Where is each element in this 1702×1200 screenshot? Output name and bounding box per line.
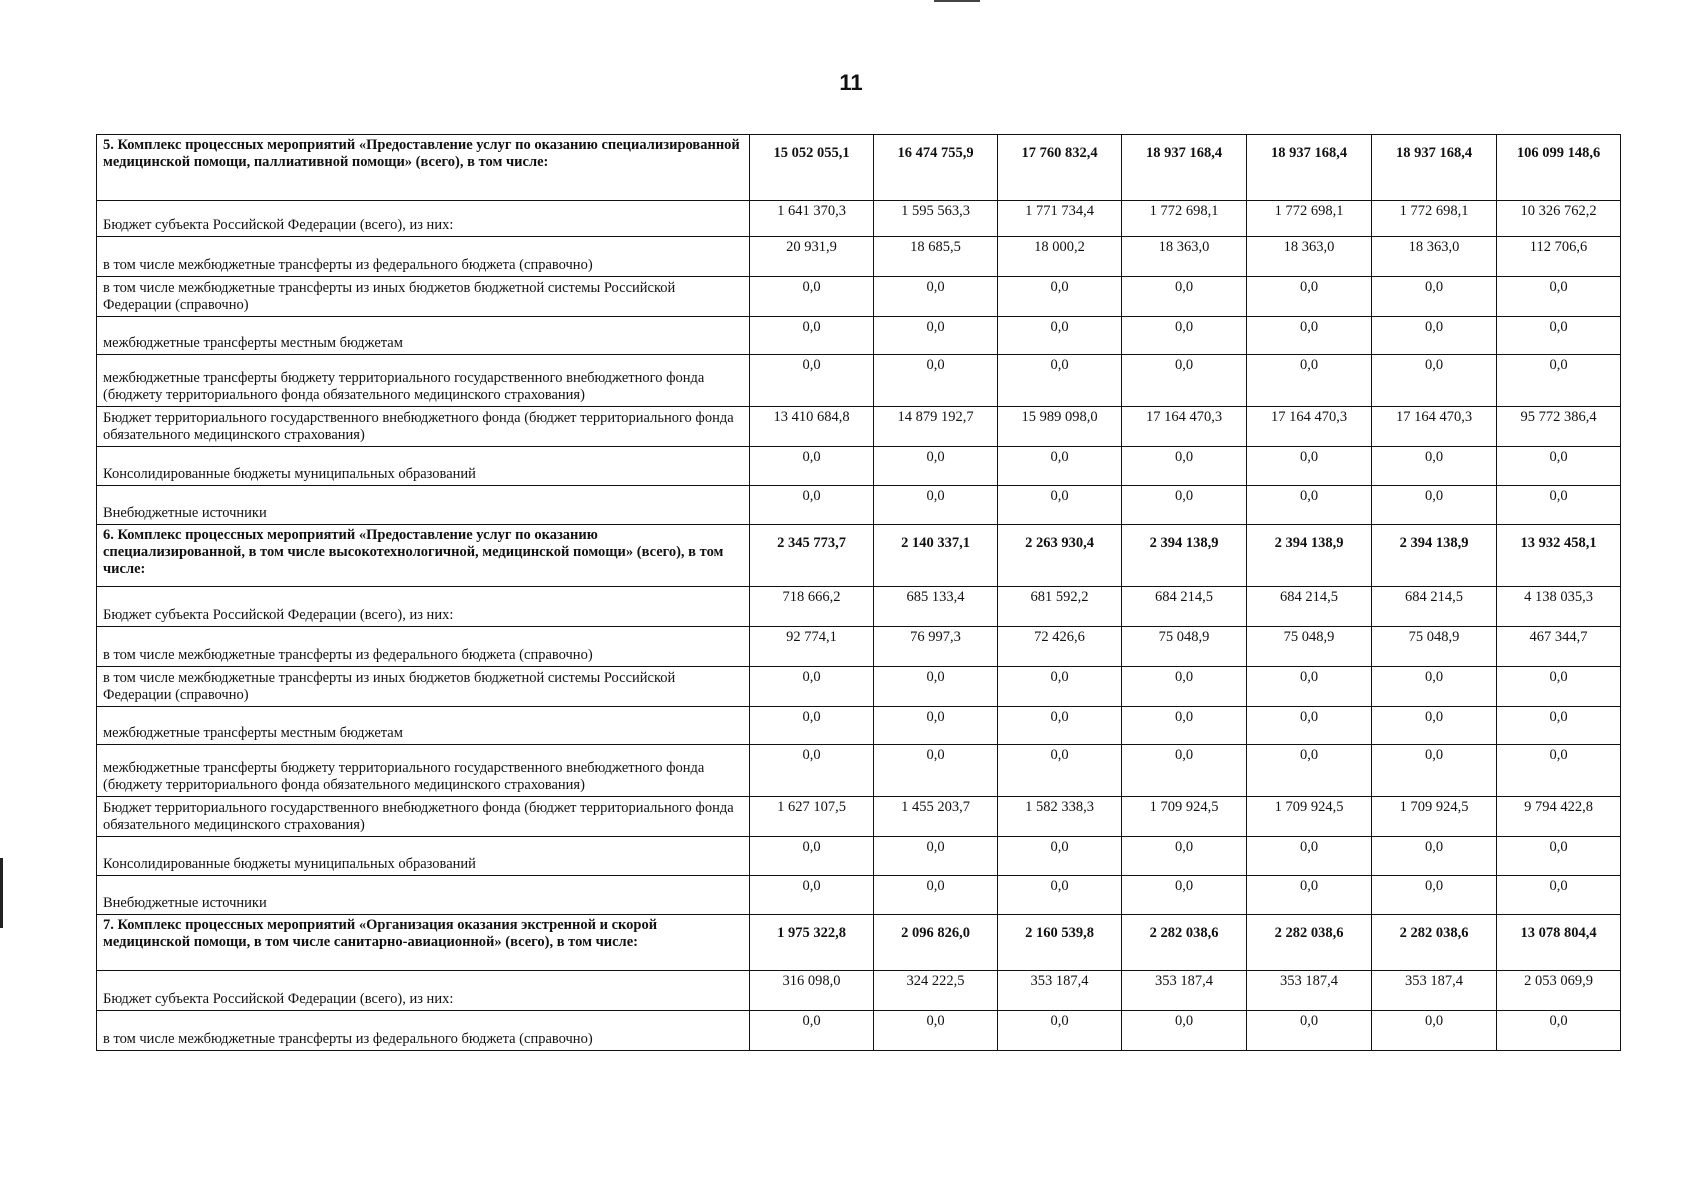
section-total-cell: 16 474 755,9 bbox=[874, 135, 998, 201]
value-cell: 20 931,9 bbox=[750, 237, 874, 277]
value-cell: 0,0 bbox=[750, 837, 874, 876]
value-cell: 0,0 bbox=[1372, 1011, 1497, 1051]
value-cell: 0,0 bbox=[874, 707, 998, 745]
value-cell: 0,0 bbox=[1372, 667, 1497, 707]
value-cell: 0,0 bbox=[1122, 317, 1247, 355]
row-label: межбюджетные трансферты местным бюджетам bbox=[97, 317, 750, 355]
value-cell: 0,0 bbox=[1372, 277, 1497, 317]
value-cell: 0,0 bbox=[998, 745, 1122, 797]
section-total-cell: 2 282 038,6 bbox=[1372, 915, 1497, 971]
value-cell: 18 363,0 bbox=[1247, 237, 1372, 277]
value-cell: 0,0 bbox=[874, 1011, 998, 1051]
value-cell: 75 048,9 bbox=[1247, 627, 1372, 667]
section-total-cell: 2 345 773,7 bbox=[750, 525, 874, 587]
value-cell: 0,0 bbox=[998, 667, 1122, 707]
value-cell: 15 989 098,0 bbox=[998, 407, 1122, 447]
value-cell: 0,0 bbox=[998, 447, 1122, 486]
value-cell: 92 774,1 bbox=[750, 627, 874, 667]
value-cell: 718 666,2 bbox=[750, 587, 874, 627]
value-cell: 0,0 bbox=[1372, 486, 1497, 525]
table-row bbox=[97, 486, 1621, 525]
value-cell: 0,0 bbox=[1372, 355, 1497, 407]
table-row bbox=[97, 317, 1621, 355]
row-label: межбюджетные трансферты бюджету территориального государственного внебюджетного фонда (бюджету территориального фонда обязательного медицинского страхования) bbox=[97, 355, 750, 407]
section-title: 6. Комплекс процессных мероприятий «Предоставление услуг по оказанию специализированной, в том числе высокотехнологичной, медицинской помощи» (всего), в том числе: bbox=[97, 525, 750, 587]
section-total-cell: 18 937 168,4 bbox=[1247, 135, 1372, 201]
value-cell: 0,0 bbox=[874, 837, 998, 876]
value-cell: 684 214,5 bbox=[1372, 587, 1497, 627]
row-label: в том числе межбюджетные трансферты из федерального бюджета (справочно) bbox=[97, 627, 750, 667]
value-cell: 14 879 192,7 bbox=[874, 407, 998, 447]
value-cell: 0,0 bbox=[998, 1011, 1122, 1051]
row-label: Бюджет территориального государственного внебюджетного фонда (бюджет территориального фонда обязательного медицинского страхования) bbox=[97, 407, 750, 447]
value-cell: 112 706,6 bbox=[1497, 237, 1621, 277]
section-header-row bbox=[97, 525, 1621, 587]
value-cell: 1 627 107,5 bbox=[750, 797, 874, 837]
value-cell: 684 214,5 bbox=[1247, 587, 1372, 627]
section-total-cell: 15 052 055,1 bbox=[750, 135, 874, 201]
table-row bbox=[97, 627, 1621, 667]
table-row bbox=[97, 971, 1621, 1011]
value-cell: 0,0 bbox=[998, 707, 1122, 745]
value-cell: 0,0 bbox=[874, 876, 998, 915]
value-cell: 0,0 bbox=[1497, 745, 1621, 797]
value-cell: 75 048,9 bbox=[1372, 627, 1497, 667]
value-cell: 0,0 bbox=[874, 667, 998, 707]
value-cell: 17 164 470,3 bbox=[1122, 407, 1247, 447]
value-cell: 0,0 bbox=[1247, 837, 1372, 876]
value-cell: 0,0 bbox=[1122, 355, 1247, 407]
value-cell: 684 214,5 bbox=[1122, 587, 1247, 627]
table-row bbox=[97, 707, 1621, 745]
row-label: в том числе межбюджетные трансферты из федерального бюджета (справочно) bbox=[97, 1011, 750, 1051]
value-cell: 18 363,0 bbox=[1122, 237, 1247, 277]
table-row bbox=[97, 587, 1621, 627]
value-cell: 1 641 370,3 bbox=[750, 201, 874, 237]
value-cell: 0,0 bbox=[874, 486, 998, 525]
value-cell: 324 222,5 bbox=[874, 971, 998, 1011]
value-cell: 1 709 924,5 bbox=[1122, 797, 1247, 837]
value-cell: 0,0 bbox=[750, 1011, 874, 1051]
value-cell: 1 709 924,5 bbox=[1247, 797, 1372, 837]
value-cell: 316 098,0 bbox=[750, 971, 874, 1011]
section-total-cell: 2 282 038,6 bbox=[1122, 915, 1247, 971]
table-row bbox=[97, 667, 1621, 707]
value-cell: 0,0 bbox=[1497, 1011, 1621, 1051]
table-row bbox=[97, 745, 1621, 797]
section-total-cell: 2 160 539,8 bbox=[998, 915, 1122, 971]
page-number: 11 bbox=[839, 70, 863, 95]
value-cell: 76 997,3 bbox=[874, 627, 998, 667]
budget-table-body bbox=[97, 135, 1621, 1051]
section-total-cell: 2 394 138,9 bbox=[1372, 525, 1497, 587]
value-cell: 0,0 bbox=[1247, 317, 1372, 355]
value-cell: 0,0 bbox=[998, 486, 1122, 525]
value-cell: 0,0 bbox=[1497, 317, 1621, 355]
value-cell: 0,0 bbox=[1372, 837, 1497, 876]
row-label: межбюджетные трансферты местным бюджетам bbox=[97, 707, 750, 745]
value-cell: 9 794 422,8 bbox=[1497, 797, 1621, 837]
row-label: в том числе межбюджетные трансферты из иных бюджетов бюджетной системы Российской Федерации (справочно) bbox=[97, 667, 750, 707]
value-cell: 0,0 bbox=[1497, 837, 1621, 876]
value-cell: 18 685,5 bbox=[874, 237, 998, 277]
table-row bbox=[97, 407, 1621, 447]
value-cell: 1 709 924,5 bbox=[1372, 797, 1497, 837]
value-cell: 1 582 338,3 bbox=[998, 797, 1122, 837]
top-scan-mark bbox=[934, 0, 980, 2]
value-cell: 0,0 bbox=[998, 317, 1122, 355]
value-cell: 0,0 bbox=[874, 355, 998, 407]
row-label: Внебюджетные источники bbox=[97, 486, 750, 525]
value-cell: 0,0 bbox=[874, 317, 998, 355]
value-cell: 0,0 bbox=[1372, 707, 1497, 745]
section-total-cell: 13 078 804,4 bbox=[1497, 915, 1621, 971]
value-cell: 0,0 bbox=[1497, 486, 1621, 525]
binding-mark bbox=[0, 858, 3, 928]
section-header-row bbox=[97, 915, 1621, 971]
value-cell: 0,0 bbox=[1497, 355, 1621, 407]
row-label: Бюджет субъекта Российской Федерации (всего), из них: bbox=[97, 201, 750, 237]
section-total-cell: 2 096 826,0 bbox=[874, 915, 998, 971]
table-row bbox=[97, 876, 1621, 915]
section-total-cell: 18 937 168,4 bbox=[1122, 135, 1247, 201]
value-cell: 0,0 bbox=[1497, 447, 1621, 486]
value-cell: 0,0 bbox=[1122, 707, 1247, 745]
section-total-cell: 18 937 168,4 bbox=[1372, 135, 1497, 201]
value-cell: 72 426,6 bbox=[998, 627, 1122, 667]
value-cell: 0,0 bbox=[1372, 745, 1497, 797]
value-cell: 467 344,7 bbox=[1497, 627, 1621, 667]
value-cell: 0,0 bbox=[1497, 707, 1621, 745]
value-cell: 0,0 bbox=[1122, 837, 1247, 876]
value-cell: 1 772 698,1 bbox=[1247, 201, 1372, 237]
value-cell: 0,0 bbox=[1247, 355, 1372, 407]
value-cell: 1 772 698,1 bbox=[1372, 201, 1497, 237]
value-cell: 0,0 bbox=[750, 355, 874, 407]
value-cell: 4 138 035,3 bbox=[1497, 587, 1621, 627]
value-cell: 0,0 bbox=[750, 447, 874, 486]
section-total-cell: 2 394 138,9 bbox=[1122, 525, 1247, 587]
value-cell: 0,0 bbox=[1122, 277, 1247, 317]
value-cell: 0,0 bbox=[998, 277, 1122, 317]
value-cell: 0,0 bbox=[1497, 667, 1621, 707]
value-cell: 0,0 bbox=[874, 447, 998, 486]
value-cell: 95 772 386,4 bbox=[1497, 407, 1621, 447]
value-cell: 1 771 734,4 bbox=[998, 201, 1122, 237]
value-cell: 0,0 bbox=[1247, 447, 1372, 486]
row-label: Бюджет субъекта Российской Федерации (всего), из них: bbox=[97, 587, 750, 627]
section-total-cell: 2 263 930,4 bbox=[998, 525, 1122, 587]
row-label: Консолидированные бюджеты муниципальных образований bbox=[97, 447, 750, 486]
value-cell: 17 164 470,3 bbox=[1372, 407, 1497, 447]
row-label: Консолидированные бюджеты муниципальных образований bbox=[97, 837, 750, 876]
table-row bbox=[97, 201, 1621, 237]
row-label: Бюджет субъекта Российской Федерации (всего), из них: bbox=[97, 971, 750, 1011]
section-title: 7. Комплекс процессных мероприятий «Организация оказания экстренной и скорой медицинской помощи, в том числе санитарно-авиационной» (всего), в том числе: bbox=[97, 915, 750, 971]
value-cell: 0,0 bbox=[874, 277, 998, 317]
value-cell: 0,0 bbox=[750, 707, 874, 745]
section-total-cell: 1 975 322,8 bbox=[750, 915, 874, 971]
value-cell: 18 363,0 bbox=[1372, 237, 1497, 277]
section-total-cell: 2 394 138,9 bbox=[1247, 525, 1372, 587]
row-label: в том числе межбюджетные трансферты из федерального бюджета (справочно) bbox=[97, 237, 750, 277]
table-row bbox=[97, 797, 1621, 837]
table-row bbox=[97, 447, 1621, 486]
value-cell: 0,0 bbox=[998, 876, 1122, 915]
value-cell: 353 187,4 bbox=[998, 971, 1122, 1011]
value-cell: 0,0 bbox=[1247, 486, 1372, 525]
value-cell: 18 000,2 bbox=[998, 237, 1122, 277]
value-cell: 0,0 bbox=[1247, 876, 1372, 915]
value-cell: 0,0 bbox=[1497, 876, 1621, 915]
value-cell: 2 053 069,9 bbox=[1497, 971, 1621, 1011]
value-cell: 0,0 bbox=[1247, 707, 1372, 745]
value-cell: 0,0 bbox=[1497, 277, 1621, 317]
section-total-cell: 2 140 337,1 bbox=[874, 525, 998, 587]
value-cell: 685 133,4 bbox=[874, 587, 998, 627]
value-cell: 0,0 bbox=[1122, 667, 1247, 707]
table-row bbox=[97, 277, 1621, 317]
table-row bbox=[97, 355, 1621, 407]
value-cell: 0,0 bbox=[1122, 447, 1247, 486]
value-cell: 0,0 bbox=[750, 876, 874, 915]
value-cell: 353 187,4 bbox=[1372, 971, 1497, 1011]
section-title: 5. Комплекс процессных мероприятий «Предоставление услуг по оказанию специализированной медицинской помощи, паллиативной помощи» (всего), в том числе: bbox=[97, 135, 750, 201]
value-cell: 0,0 bbox=[1247, 745, 1372, 797]
value-cell: 0,0 bbox=[874, 745, 998, 797]
value-cell: 0,0 bbox=[750, 667, 874, 707]
value-cell: 0,0 bbox=[750, 317, 874, 355]
row-label: межбюджетные трансферты бюджету территориального государственного внебюджетного фонда (бюджету территориального фонда обязательного медицинского страхования) bbox=[97, 745, 750, 797]
value-cell: 0,0 bbox=[1372, 447, 1497, 486]
value-cell: 0,0 bbox=[998, 837, 1122, 876]
value-cell: 0,0 bbox=[1122, 876, 1247, 915]
value-cell: 0,0 bbox=[998, 355, 1122, 407]
section-total-cell: 106 099 148,6 bbox=[1497, 135, 1621, 201]
value-cell: 10 326 762,2 bbox=[1497, 201, 1621, 237]
table-row bbox=[97, 1011, 1621, 1051]
value-cell: 0,0 bbox=[1247, 1011, 1372, 1051]
row-label: в том числе межбюджетные трансферты из иных бюджетов бюджетной системы Российской Федерации (справочно) bbox=[97, 277, 750, 317]
value-cell: 1 772 698,1 bbox=[1122, 201, 1247, 237]
value-cell: 0,0 bbox=[750, 486, 874, 525]
value-cell: 0,0 bbox=[750, 745, 874, 797]
value-cell: 0,0 bbox=[1122, 745, 1247, 797]
value-cell: 0,0 bbox=[1372, 317, 1497, 355]
table-row bbox=[97, 837, 1621, 876]
value-cell: 353 187,4 bbox=[1247, 971, 1372, 1011]
value-cell: 1 455 203,7 bbox=[874, 797, 998, 837]
value-cell: 681 592,2 bbox=[998, 587, 1122, 627]
value-cell: 0,0 bbox=[1122, 486, 1247, 525]
section-header-row bbox=[97, 135, 1621, 201]
value-cell: 0,0 bbox=[1247, 277, 1372, 317]
row-label: Бюджет территориального государственного внебюджетного фонда (бюджет территориального фонда обязательного медицинского страхования) bbox=[97, 797, 750, 837]
value-cell: 75 048,9 bbox=[1122, 627, 1247, 667]
section-total-cell: 2 282 038,6 bbox=[1247, 915, 1372, 971]
value-cell: 353 187,4 bbox=[1122, 971, 1247, 1011]
value-cell: 0,0 bbox=[1372, 876, 1497, 915]
value-cell: 0,0 bbox=[750, 277, 874, 317]
value-cell: 17 164 470,3 bbox=[1247, 407, 1372, 447]
value-cell: 0,0 bbox=[1247, 667, 1372, 707]
section-total-cell: 17 760 832,4 bbox=[998, 135, 1122, 201]
value-cell: 13 410 684,8 bbox=[750, 407, 874, 447]
row-label: Внебюджетные источники bbox=[97, 876, 750, 915]
section-total-cell: 13 932 458,1 bbox=[1497, 525, 1621, 587]
value-cell: 1 595 563,3 bbox=[874, 201, 998, 237]
budget-table bbox=[96, 134, 1621, 1051]
table-row bbox=[97, 237, 1621, 277]
value-cell: 0,0 bbox=[1122, 1011, 1247, 1051]
